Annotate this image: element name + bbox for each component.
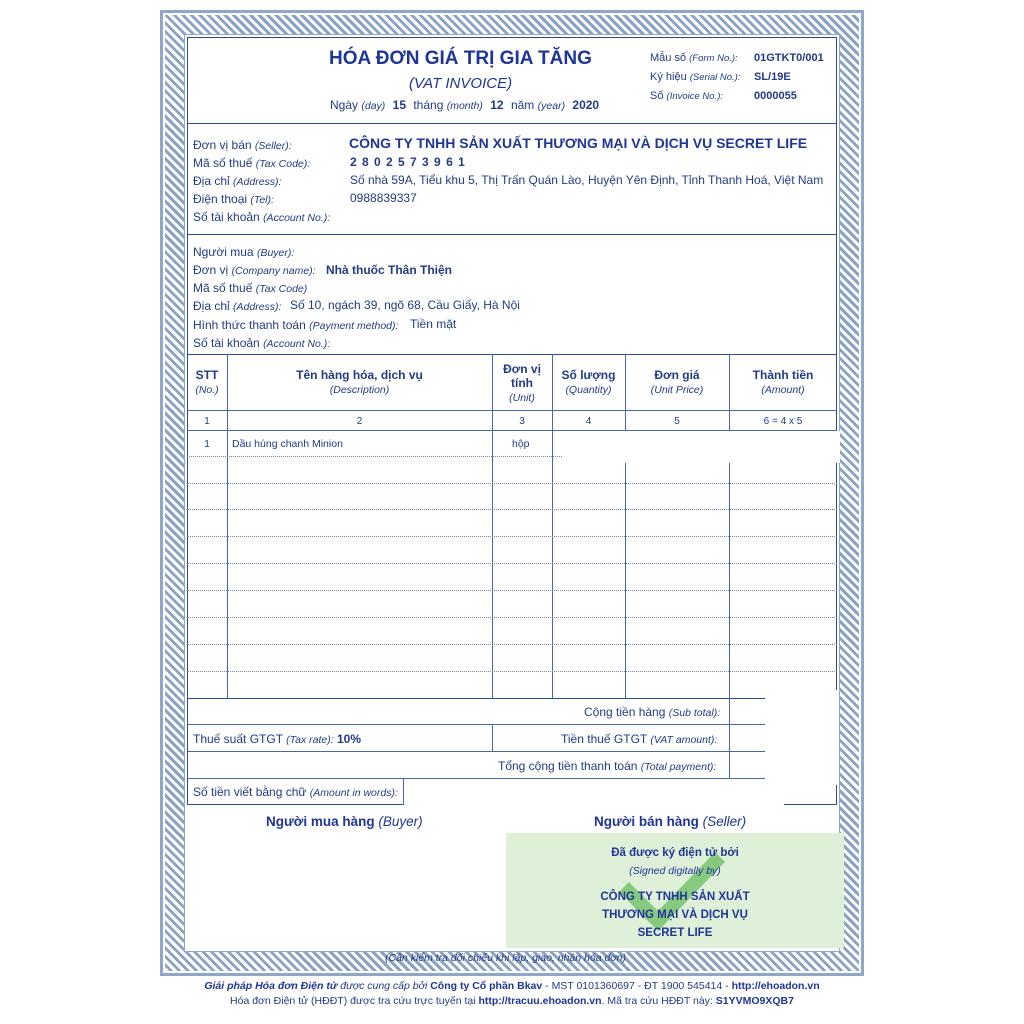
payment-method: Tiền mặt	[410, 317, 457, 331]
bottom-patch	[404, 799, 784, 809]
col-number: 4	[585, 416, 592, 427]
lookup-code: S1YVMO9XQB7	[715, 995, 794, 1007]
buyer-signature-title: Người mua hàng (Buyer)	[266, 814, 423, 829]
invoice-title: HÓA ĐƠN GIÁ TRỊ GIA TĂNG	[329, 48, 592, 69]
signer-name-line: CÔNG TY TNHH SẢN XUẤT	[600, 891, 750, 903]
signer-name-line: THƯƠNG MẠI VÀ DỊCH VỤ	[602, 909, 748, 921]
divider	[187, 123, 837, 124]
date-year: 2020	[572, 98, 600, 112]
table-row-unit: hộp	[512, 438, 530, 450]
totals-blank-patch	[766, 690, 838, 785]
month-label: tháng	[413, 98, 444, 112]
seller-tax-code: 2 8 0 2 5 7 3 9 6 1	[350, 155, 466, 169]
col-header-unit: Đơn vị tính (Unit)	[503, 362, 541, 404]
year-label-en: (year)	[537, 100, 566, 112]
vat-amount-label: Tiền thuế GTGT (VAT amount):	[561, 732, 718, 746]
table-row-line	[187, 456, 562, 457]
seller-name: CÔNG TY TNHH SẢN XUẤT THƯƠNG MẠI VÀ DỊCH VỤ SECRET LIFE	[349, 135, 808, 151]
seller-address-label: Địa chỉ (Address):	[193, 174, 282, 188]
col-header-amount: Thành tiền (Amount)	[752, 368, 814, 396]
divider	[187, 724, 765, 725]
column-line	[729, 698, 730, 778]
form-no-label: Mẫu số (Form No.):	[650, 52, 738, 64]
col-number: 5	[674, 416, 680, 427]
tax-rate-value: 10%	[336, 732, 361, 746]
divider	[187, 354, 837, 355]
divider	[187, 234, 837, 235]
signed-by-label: Đã được ký điện tử bởi	[611, 847, 739, 859]
form-no-value: 01GTKT0/001	[754, 52, 824, 64]
year-label: năm	[510, 98, 535, 112]
footer-provider-line: Giải pháp Hóa đơn Điện tử được cung cấp bởi Công ty Cổ phần Bkav - MST 0101360697 - ĐT 1900 545414 - http://ehoadon.vn	[204, 980, 820, 992]
row-blank-patch	[553, 431, 840, 463]
col-number: 6 = 4 x 5	[763, 416, 803, 427]
col-number: 1	[204, 416, 210, 427]
divider	[187, 778, 765, 779]
seller-tel-label: Điện thoại (Tel):	[193, 192, 274, 206]
col-header-unit-price: Đơn giá (Unit Price)	[650, 368, 704, 396]
table-row-line	[187, 671, 837, 672]
table-row-line	[187, 590, 837, 591]
table-row-no: 1	[204, 438, 210, 450]
date-label: Ngày	[330, 98, 359, 112]
buyer-company-label: Đơn vị (Company name):	[193, 263, 316, 277]
seller-signature-title: Người bán hàng (Seller)	[594, 814, 747, 829]
table-row-line	[187, 483, 837, 484]
divider	[786, 804, 837, 805]
divider	[187, 410, 837, 411]
seller-address: Số nhà 59A, Tiểu khu 5, Thị Trấn Quán Lào, Huyện Yên Định, Tỉnh Thanh Hoá, Việt Nam	[350, 173, 824, 187]
divider	[187, 698, 765, 699]
date-month: 12	[490, 98, 504, 112]
seller-account-label: Số tài khoản (Account No.):	[193, 210, 331, 224]
column-line	[729, 354, 730, 699]
date-day: 15	[392, 98, 406, 112]
footer-lookup-line: Hóa đơn Điện tử (HĐĐT) được tra cứu trực tuyến tại http://tracuu.ehoadon.vn. Mã tra cứu HĐĐT này: S1YVMO9XQB7	[230, 995, 794, 1007]
buyer-account-label: Số tài khoản (Account No.):	[193, 336, 331, 350]
divider	[187, 751, 765, 752]
digital-signature-box	[506, 833, 844, 948]
buyer-tax-label: Mã số thuế (Tax Code)	[193, 281, 308, 295]
column-line	[227, 354, 228, 699]
buyer-label: Người mua (Buyer):	[193, 245, 295, 259]
buyer-company: Nhà thuốc Thân Thiện	[326, 263, 452, 277]
col-number: 2	[356, 416, 363, 427]
column-line	[552, 354, 553, 699]
total-payment-label: Tổng cộng tiền thanh toán (Total payment):	[498, 759, 717, 773]
col-header-quantity: Số lượng (Quantity)	[561, 368, 616, 396]
column-line	[492, 724, 493, 751]
tracuu-link[interactable]: http://tracuu.ehoadon.vn	[478, 995, 602, 1007]
invoice-no-value: 0000055	[754, 90, 797, 102]
col-header-description: Tên hàng hóa, dịch vụ (Description)	[296, 368, 423, 396]
table-row-line	[187, 536, 837, 537]
payment-method-label: Hình thức thanh toán (Payment method):	[193, 318, 399, 332]
serial-no-value: SL/19E	[754, 71, 791, 83]
col-number: 3	[519, 416, 525, 427]
month-label-en: (month)	[446, 100, 483, 112]
ehoadon-link[interactable]: http://ehoadon.vn	[731, 980, 820, 992]
seller-tel: 0988839337	[350, 191, 417, 205]
signed-by-label-en: (Signed digitally by)	[629, 865, 721, 877]
invoice-no-label: Số (Invoice No.):	[650, 90, 724, 102]
date-label-en: (day)	[361, 100, 386, 112]
serial-no-label: Ký hiệu (Serial No.):	[650, 71, 741, 83]
column-line	[625, 354, 626, 699]
tax-rate-label: Thuế suất GTGT (Tax rate): 10%	[193, 732, 361, 746]
column-line	[836, 785, 837, 805]
check-note: (Cần kiểm tra đối chiếu khi lập, giao, nhận hóa đơn)	[385, 952, 626, 964]
table-row-line	[187, 509, 837, 510]
invoice-date	[330, 98, 599, 112]
table-row-line	[187, 644, 837, 645]
table-row-line	[187, 617, 837, 618]
col-header-no: STT (No.)	[195, 368, 219, 396]
column-line	[492, 354, 493, 699]
seller-label: Đơn vị bán (Seller):	[193, 138, 292, 152]
buyer-address-label: Địa chỉ (Address):	[193, 299, 282, 313]
table-row-line	[187, 563, 837, 564]
seller-tax-label: Mã số thuế (Tax Code):	[193, 156, 311, 170]
buyer-address: Số 10, ngách 39, ngõ 68, Cầu Giấy, Hà Nội	[290, 298, 520, 312]
signer-name-line: SECRET LIFE	[637, 927, 713, 939]
amount-in-words-label: Số tiền viết bằng chữ (Amount in words):	[193, 785, 398, 799]
invoice-subtitle: (VAT INVOICE)	[409, 75, 513, 92]
subtotal-label: Cộng tiền hàng (Sub total):	[584, 705, 721, 719]
table-row-description: Dầu húng chanh Minion	[232, 438, 343, 450]
